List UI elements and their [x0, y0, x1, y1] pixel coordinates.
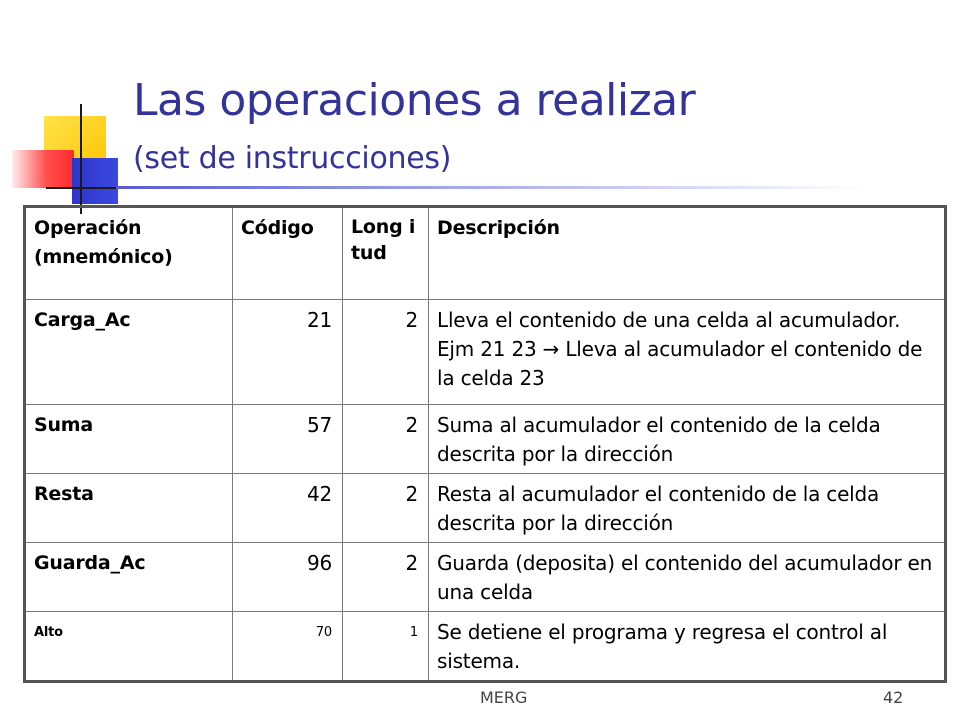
cell-desc: Resta al acumulador el contenido de la celda descrita por la dirección	[429, 474, 946, 543]
cell-len: 2	[343, 405, 429, 474]
decor-horizontal-line	[46, 187, 116, 189]
page-number: 42	[883, 688, 904, 707]
footer-author: MERG	[480, 688, 528, 707]
slide-title: Las operaciones a realizar	[133, 75, 696, 126]
header-description: Descripción	[429, 207, 946, 300]
cell-op: Suma	[25, 405, 233, 474]
cell-desc: Se detiene el programa y regresa el control al sistema.	[429, 612, 946, 682]
table-header-row	[25, 207, 946, 300]
header-operation-line2: (mnemónico)	[34, 246, 173, 268]
cell-code: 42	[233, 474, 343, 543]
cell-code: 57	[233, 405, 343, 474]
cell-code: 21	[233, 300, 343, 405]
table-row	[25, 612, 946, 682]
title-underline	[116, 186, 866, 189]
cell-op: Resta	[25, 474, 233, 543]
cell-op: Guarda_Ac	[25, 543, 233, 612]
header-length-label: Long itud	[351, 216, 416, 264]
table-row	[25, 300, 946, 405]
decor-red-square	[12, 150, 74, 188]
cell-len: 2	[343, 300, 429, 405]
cell-desc: Suma al acumulador el contenido de la celda descrita por la dirección	[429, 405, 946, 474]
cell-desc: Guarda (deposita) el contenido del acumulador en una celda	[429, 543, 946, 612]
table-row	[25, 474, 946, 543]
table-row	[25, 405, 946, 474]
cell-code: 70	[233, 612, 343, 682]
table-row	[25, 543, 946, 612]
header-code: Código	[233, 207, 343, 300]
header-operation-line1: Operación	[34, 217, 142, 239]
header-length	[343, 207, 429, 300]
decor-blue-square	[72, 158, 118, 204]
slide-subtitle: (set de instrucciones)	[133, 141, 452, 176]
cell-desc: Lleva el contenido de una celda al acumulador. Ejm 21 23 → Lleva al acumulador el contenido de la celda 23	[429, 300, 946, 405]
cell-op: Alto	[25, 612, 233, 682]
header-operation	[25, 207, 233, 300]
cell-len: 1	[343, 612, 429, 682]
instruction-table	[23, 205, 947, 683]
decor-vertical-line	[80, 104, 82, 214]
cell-len: 2	[343, 474, 429, 543]
cell-len: 2	[343, 543, 429, 612]
cell-op: Carga_Ac	[25, 300, 233, 405]
cell-code: 96	[233, 543, 343, 612]
